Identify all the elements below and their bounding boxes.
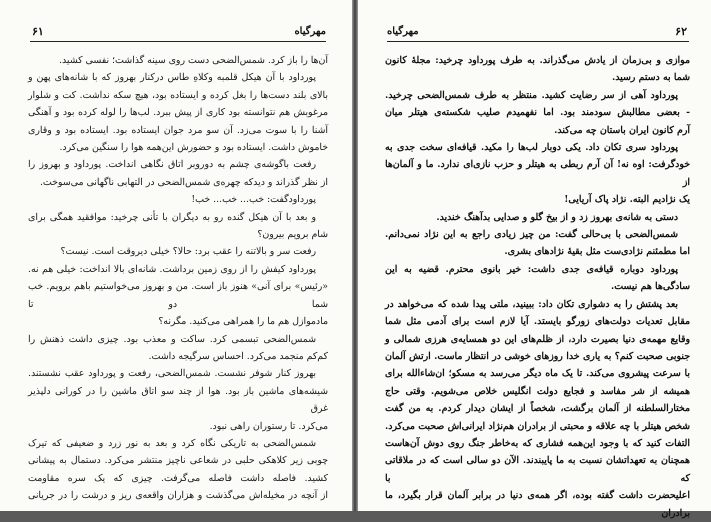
text-line: کشید. فاصله داشت فاصله می‌گرفت. چیزی که یک سره مقاومت — [28, 472, 328, 484]
text-line: چوبی زیر کلاهکی حلبی در شعاعی ناچیز منتشر می‌کرد. دستمال به پیشانی — [28, 455, 328, 467]
text-line: شخص هیتلر با چه علاقه و محبتی از برادران هم‌نژاد ایرانی‌اش صحبت می‌کرد. — [385, 420, 690, 432]
text-line: پورداود آهی از سر رضایت کشید. منتظر به طرف شمس‌الضحی چرخید. — [385, 89, 678, 101]
left-page-header — [30, 26, 326, 40]
text-line: التفات کنید که با وجود این‌همه فشاری که به‌خاطر جنگ روی دوش آن‌هاست — [385, 437, 690, 449]
text-line: مادموازل هم ما را همراهی می‌کنید. مگرنه؟ — [158, 316, 328, 328]
text-line: آشنا را با سوت می‌زد. آن سو مرد جوان ایستاده بود. ایستاده بود و وقاری — [28, 124, 328, 136]
text-line: می‌کرد. تا رستوران راهی نبود. — [209, 420, 328, 432]
text-line: پورداود دوباره قیافه‌ی جدی داشت: خیر بانوی محترم. قضیه به این — [385, 263, 678, 275]
text-line: آرم کانون ایران باستان چه می‌کند. — [554, 124, 690, 136]
text-line: مقابل تعدیات دولت‌های زورگو بایستد. آیا لازم است برای آدمی مثل شما — [385, 316, 690, 328]
text-line: خاموش داشت. ایستاده بود و حضورش این‌همه هوا را سنگین می‌کرد. — [59, 142, 328, 154]
text-line: «رئیس» برای آنی» هنوز باز است. من و بهروز می‌خواستیم باهم برویم. خب شما دو تا — [28, 281, 328, 310]
text-line: بعد پشتش را به دشواری تکان داد: ببینید، ملتی پیدا شده که می‌خواهد در — [385, 298, 678, 310]
text-line: وقایع مهمه‌ی دنیا بصیرت دارد، از ظلم‌های این دو همسایه‌ی هرزی شمالی و — [385, 333, 690, 345]
text-line: موازی و بی‌زمان از یادش می‌گذراند. به طرف پورداود چرخید: مجلهٔ کانون — [385, 55, 690, 66]
text-line: پورداودگفت: خب... خب... خب! — [191, 194, 316, 206]
text-line: اما مطمئنم نژادی‌ست مثل بقیهٔ نژادهای بشری. — [504, 246, 690, 258]
text-line: جنوبی صحبت کنم؟ به یاری خدا روزهای خوشی در انتظار ماست. ارتش آلمان — [385, 350, 690, 362]
text-line: شیشه‌های ماشین باز بود. هوا از چند سو اتاق ماشین را در کورانی دلپذیر غرق — [28, 385, 328, 415]
text-line: اعلیحضرت داشت گفته بوده، اگر همه‌ی دنیا در برابر آلمان قرار بگیرد، ما برادران — [385, 490, 690, 519]
left-header-rule — [30, 41, 326, 42]
text-line: - بعضی مطالبش سودمند بود. اما نفهمیدم صلیب شکسته‌ی هیتلر میان — [385, 107, 690, 119]
text-line: یک نژادیم البته. نژاد پاک آریایی! — [564, 194, 690, 206]
text-line: آن‌ها را باز کرد. شمس‌الضحی دست روی سینه گذاشت؛ نفسی کشید. — [59, 55, 328, 66]
left-running-title: مهرگیاه — [294, 26, 326, 37]
left-page-text — [28, 52, 328, 505]
right-page-header — [387, 26, 689, 40]
text-line: از آنچه در مخیله‌اش می‌گذشت و هزاران واقعه‌ی ریز و درشت را در جریانی — [28, 490, 328, 502]
text-line: و بعد با آن هیکل گنده رو به دیگران با تأنی چرخید: موافقید همگی برای — [28, 211, 316, 223]
text-line: پورداود کیفش را از روی زمین برداشت. شانه‌ای بالا انداخت: خیلی هم نه. — [28, 263, 316, 275]
text-line: با سرعت پیشروی می‌کند. تا یک ماه دیگر می‌رسد به مسکو؛ ان‌شاءالله برای — [385, 368, 690, 380]
text-line: از نظر گذراند و دیدکه چهره‌ی شمس‌الضحی در التهابی ناگهانی می‌سوخت. — [39, 176, 328, 188]
text-line: سادگی‌ها هم نیست. — [611, 281, 690, 293]
text-line: رفعت باگوشه‌ی چشم به دوروبر اتاق نگاهی انداخت. پورداود و بهروز را — [28, 159, 316, 171]
text-line: مرغوبش هم نتوانسته بود کاری از پیش ببرد. لب‌ها را لوله کرده بود و آهنگی — [28, 107, 328, 119]
text-line: رفعت سر و بالاتنه را عقب برد: حالا؟ خیلی دیروقت است. نیست؟ — [60, 246, 316, 258]
right-page-text — [385, 52, 690, 522]
text-line: بالای بلند دست‌ها را بغل کرده و ایستاده بود، هیچ سکه نداشت. کت و شلوار — [28, 89, 328, 101]
text-line: شمس‌الضحی تبسمی کرد. ساکت و معذب بود. چیزی داشت ذهنش را — [28, 333, 316, 345]
right-page-number: ۶۲ — [675, 25, 687, 38]
text-line: بهروز کنار شوفر نشست. شمس‌الضحی، رفعت و پورداود عقب نشستند. — [28, 368, 316, 380]
text-line: دستی به شانه‌ی بهروز زد و از بیخ گلو و صدایی بدآهنگ خندید. — [436, 211, 678, 223]
text-line: شام برویم بیرون؟ — [257, 229, 328, 241]
text-line: خودگرفت: اوه نه! آن آرم ربطی به هیتلر و حزب نازی‌ای ندارد. ما و آلمان‌ها از — [385, 159, 690, 188]
text-line: کم‌کم منجمد می‌کرد. احساس سرگیجه داشت. — [148, 350, 328, 362]
text-line: شمس‌الضحی با بی‌حالی گفت: من چیز زیادی راجع به این نژاد نمی‌دانم. — [385, 229, 678, 241]
left-page-number: ۶۱ — [32, 25, 44, 38]
text-line: شما به دستم رسید. — [611, 72, 690, 84]
text-line: مختارالسلطنه از آلمان برگشت، شخصاً از ایشان دیدار کردم. به من گفت — [385, 403, 690, 415]
text-line: پورداود با آن هیکل قلمبه وکلاهِ طاس درکنار بهروز که با شانه‌های پهن و — [28, 72, 316, 84]
text-line: همچنان به تعهداتشان نسبت به ما پایبندند. الآن دو سالی است که در ملاقاتی که با — [385, 455, 690, 484]
text-line: همیشه از شر مفاسد و فجایع دولت انگلیس خلاص می‌شویم. وقتی حاج — [385, 385, 690, 397]
text-line: شمس‌الضحی به تاریکی نگاه کرد و بعد به نور زرد و ضعیفی که تیرک — [28, 437, 316, 449]
right-header-rule — [387, 41, 689, 42]
text-line: پورداود سری تکان داد. یکی دوبار لب‌ها را مکید. قیافه‌ای سخت جدی به — [385, 142, 678, 154]
right-running-title: مهرگیاه — [387, 26, 419, 37]
